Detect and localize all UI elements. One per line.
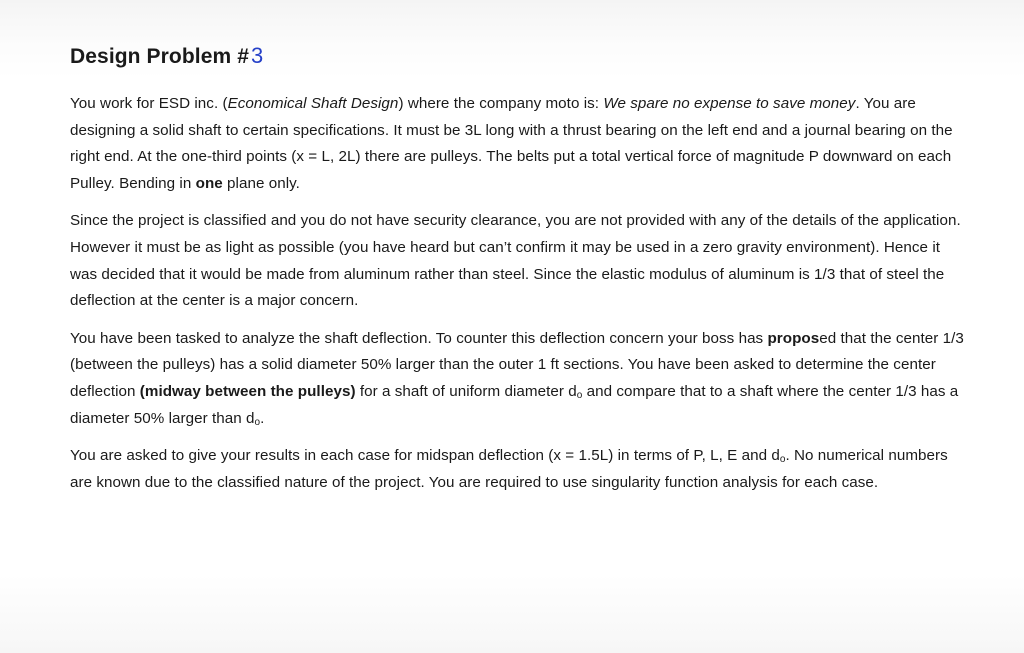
page-title	[70, 42, 970, 71]
subscript: o	[254, 416, 261, 428]
subscript: o	[576, 389, 583, 401]
title-label: Design Problem #	[70, 45, 249, 68]
text-run: and compare that to a shaft where the center 1/3 has a diameter 50% larger than d	[70, 382, 959, 427]
text-run: You are asked to give your results in each case for midspan deflection (x = 1.5L) in terms of P, L, E and d	[70, 447, 780, 465]
text-run: . No numerical numbers are known due to the classified nature of the project. You are required to use singularity function analysis for each case.	[70, 447, 948, 491]
handwritten-problem-number: 3	[250, 43, 264, 68]
text-run: .	[260, 409, 265, 427]
text-run: You work for ESD inc. (	[70, 95, 228, 112]
subscript: o	[779, 454, 786, 466]
text-run: You have been tasked to analyze the shaft deflection. To counter this deflection concern your boss has	[70, 329, 768, 347]
emphasis-bold: propos	[767, 329, 820, 347]
text-run: plane only.	[222, 174, 300, 192]
company-motto-italic: We spare no expense to save money	[603, 95, 856, 112]
emphasis-bold: (midway between the pulleys)	[139, 382, 356, 400]
paragraph-task	[70, 326, 970, 432]
paragraph-requirements	[70, 443, 970, 496]
company-name-italic: Economical Shaft Design	[227, 95, 399, 112]
paragraph-context	[70, 208, 970, 314]
emphasis-bold: one	[195, 174, 223, 192]
text-run: . You are designing a solid shaft to certain specifications. It must be 3L long with a thrust bearing on the left end and a journal bearing on the right end. At the one-third points (x = L, 2L) there are pulleys. The belts put a total vertical force of magnitude P downward on each Pulley. Bending in	[70, 95, 953, 192]
text-run: Since the project is classified and you do not have security clearance, you are not provided with any of the details of the application. However it must be as light as possible (you have heard but can’t confirm it may be used in a zero gravity environment). Hence it was decided that it would be made from aluminum rather than steel. Since the elastic modulus of aluminum is 1/3 that of steel the deflection at the center is a major concern.	[70, 212, 961, 310]
paragraph-intro	[70, 91, 970, 197]
text-run: for a shaft of uniform diameter d	[355, 382, 577, 400]
document-body	[70, 42, 970, 507]
text-run: ed that the center 1/3 (between the pulleys) has a solid diameter 50% larger than the outer 1 ft sections. You have been asked to determine the center deflection	[70, 329, 964, 400]
text-run: ) where the company moto is:	[398, 95, 604, 112]
